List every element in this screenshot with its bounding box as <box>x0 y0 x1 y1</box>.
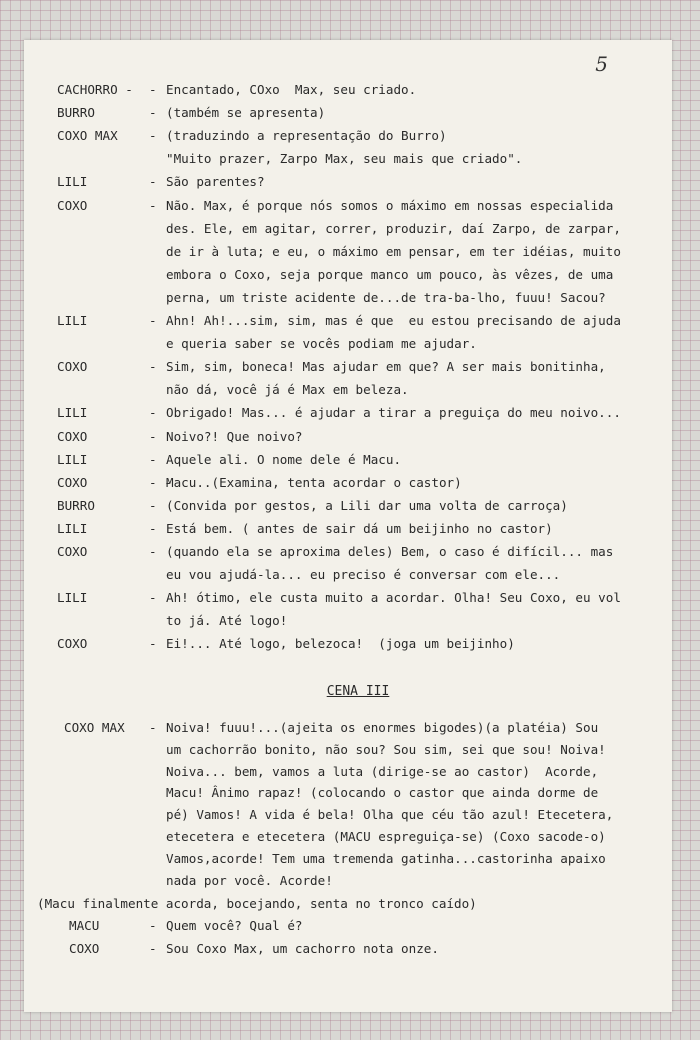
dialogue-line <box>24 267 672 289</box>
dialogue-text: e queria saber se vocês podiam me ajudar. <box>166 336 477 352</box>
dialogue-line <box>24 105 672 127</box>
dialogue-dash: - <box>149 359 157 375</box>
dialogue-line <box>24 475 672 497</box>
dialogue-line <box>24 198 672 220</box>
dialogue-text: Ei!... Até logo, belezoca! (joga um beijinho) <box>166 636 515 652</box>
dialogue-text: perna, um triste acidente de...de tra-ba-lho, fuuu! Sacou? <box>166 289 606 305</box>
speaker-name: COXO <box>57 197 88 213</box>
dialogue-line <box>24 429 672 451</box>
dialogue-text: des. Ele, em agitar, correr, produzir, daí Zarpo, de zarpar, <box>166 220 621 236</box>
dialogue-dash: - <box>149 544 157 559</box>
stage-direction: (Macu finalmente acorda, bocejando, senta no tronco caído) <box>37 896 477 911</box>
dialogue-text: (traduzindo a representação do Burro) <box>166 128 447 144</box>
speaker-name: COXO <box>57 359 88 375</box>
dialogue-dash: - <box>149 128 157 144</box>
dialogue-text: nada por você. Acorde! <box>166 872 333 888</box>
dialogue-text: Noiva! fuuu!...(ajeita os enormes bigodes)(a platéia) Sou <box>166 720 599 735</box>
dialogue-line <box>24 785 672 807</box>
dialogue-dash: - <box>149 451 157 467</box>
dialogue-text: eu vou ajudá-la... eu preciso é conversar com ele... <box>166 567 561 583</box>
dialogue-dash: - <box>149 918 157 933</box>
dialogue-text: Aquele ali. O nome dele é Macu. <box>166 451 402 467</box>
dialogue-text: embora o Coxo, seja porque manco um pouco, às vêzes, de uma <box>166 266 614 282</box>
dialogue-dash: - <box>149 313 157 328</box>
dialogue-line <box>24 590 672 612</box>
dialogue-line <box>24 244 672 266</box>
dialogue-line <box>24 918 672 940</box>
speaker-name: LILI <box>57 451 88 467</box>
dialogue-text: etecetera e etecetera (MACU espreguiça-se) (Coxo sacode-o) <box>166 829 606 844</box>
dialogue-text: Noivo?! Que noivo? <box>166 428 303 444</box>
dialogue-text: Ahn! Ah!...sim, sim, mas é que eu estou precisando de ajuda <box>166 313 621 328</box>
dialogue-text: um cachorrão bonito, não sou? Sou sim, sei que sou! Noiva! <box>166 741 606 757</box>
dialogue-line <box>24 221 672 243</box>
dialogue-line <box>24 359 672 381</box>
dialogue-text: pé) Vamos! A vida é bela! Olha que céu tão azul! Etecetera, <box>166 807 614 823</box>
dialogue-text: Obrigado! Mas... é ajudar a tirar a preguiça do meu noivo... <box>166 405 621 421</box>
dialogue-text: "Muito prazer, Zarpo Max, seu mais que criado". <box>166 151 523 167</box>
speaker-name: LILI <box>57 174 88 190</box>
dialogue-text: Vamos,acorde! Tem uma tremenda gatinha...castorinha apaixo <box>166 850 606 866</box>
dialogue-text: Sou Coxo Max, um cachorro nota onze. <box>166 941 439 956</box>
dialogue-dash: - <box>149 105 157 121</box>
dialogue-dash: - <box>149 636 157 652</box>
dialogue-text: Ah! ótimo, ele custa muito a acordar. Olha! Seu Coxo, eu vol <box>166 590 621 606</box>
speaker-name: LILI <box>57 520 88 536</box>
dialogue-line <box>24 290 672 312</box>
scene-title: CENA III <box>326 684 390 699</box>
dialogue-line <box>24 151 672 173</box>
dialogue-dash: - <box>149 174 157 190</box>
dialogue-text: São parentes? <box>166 174 265 190</box>
dialogue-line <box>24 82 672 104</box>
dialogue-text: de ir à luta; e eu, o máximo em pensar, em ter idéias, muito <box>166 243 621 259</box>
dialogue-dash: - <box>149 590 157 606</box>
dialogue-text: Está bem. ( antes de sair dá um beijinho no castor) <box>166 520 553 536</box>
dialogue-line <box>24 313 672 335</box>
dialogue-text: (também se apresenta) <box>166 105 326 121</box>
dialogue-line <box>24 336 672 358</box>
speaker-name: COXO MAX <box>64 720 125 735</box>
typewritten-page <box>24 40 672 1012</box>
dialogue-dash: - <box>149 520 157 536</box>
dialogue-line <box>24 128 672 150</box>
speaker-name: BURRO <box>57 105 95 121</box>
dialogue-text: Quem você? Qual é? <box>166 918 303 933</box>
speaker-name: BURRO <box>57 497 95 513</box>
dialogue-text: Macu! Ânimo rapaz! (colocando o castor que ainda dorme de <box>166 785 599 801</box>
dialogue-dash: - - <box>149 474 172 490</box>
dialogue-text: (quando ela se aproxima deles) Bem, o caso é difícil... mas <box>166 544 614 559</box>
dialogue-line <box>24 567 672 589</box>
speaker-name: COXO <box>57 428 88 444</box>
speaker-name: CACHORRO - <box>57 82 133 97</box>
speaker-name: MACU <box>69 918 100 933</box>
dialogue-line <box>24 742 672 764</box>
speaker-name: COXO <box>69 941 100 956</box>
dialogue-dash: - <box>149 197 157 213</box>
dialogue-line <box>24 873 672 895</box>
dialogue-line <box>24 382 672 404</box>
dialogue-text: Noiva... bem, vamos a luta (dirige-se ao castor) Acorde, <box>166 763 599 779</box>
dialogue-line <box>24 807 672 829</box>
dialogue-dash: - <box>149 497 157 513</box>
dialogue-line <box>24 720 672 742</box>
speaker-name: LILI <box>57 590 88 606</box>
dialogue-line <box>24 764 672 786</box>
dialogue-text: Sim, sim, boneca! Mas ajudar em que? A ser mais bonitinha, <box>166 359 606 375</box>
dialogue-text: Encantado, COxo Max, seu criado. <box>166 82 417 97</box>
speaker-name: LILI <box>57 405 88 421</box>
dialogue-dash: - <box>149 428 157 444</box>
dialogue-text: Macu..(Examina, tenta acordar o castor) <box>166 474 462 490</box>
dialogue-dash: - <box>149 82 157 97</box>
speaker-name: COXO <box>57 474 88 490</box>
dialogue-dash: - <box>149 720 157 735</box>
speaker-name: COXO <box>57 544 88 559</box>
dialogue-line <box>24 405 672 427</box>
dialogue-dash: - <box>149 405 157 421</box>
dialogue-line <box>24 829 672 851</box>
dialogue-text: (Convida por gestos, a Lili dar uma volta de carroça) <box>166 497 568 513</box>
dialogue-line <box>24 941 672 963</box>
dialogue-line <box>24 452 672 474</box>
dialogue-dash: - <box>149 941 157 956</box>
dialogue-line <box>24 174 672 196</box>
dialogue-line <box>24 636 672 658</box>
speaker-name: COXO <box>57 636 88 652</box>
speaker-name: LILI <box>57 313 88 328</box>
dialogue-line <box>24 613 672 635</box>
speaker-name: COXO MAX <box>57 128 118 144</box>
scene-heading <box>24 684 672 699</box>
dialogue-text: to já. Até logo! <box>166 613 288 629</box>
dialogue-text: não dá, você já é Max em beleza. <box>166 382 409 398</box>
dialogue-line <box>24 544 672 566</box>
dialogue-line <box>24 498 672 520</box>
dialogue-text: Não. Max, é porque nós somos o máximo em nossas especialida <box>166 197 614 213</box>
dialogue-line <box>24 521 672 543</box>
dialogue-line <box>24 851 672 873</box>
page-number: 5 <box>595 52 608 76</box>
